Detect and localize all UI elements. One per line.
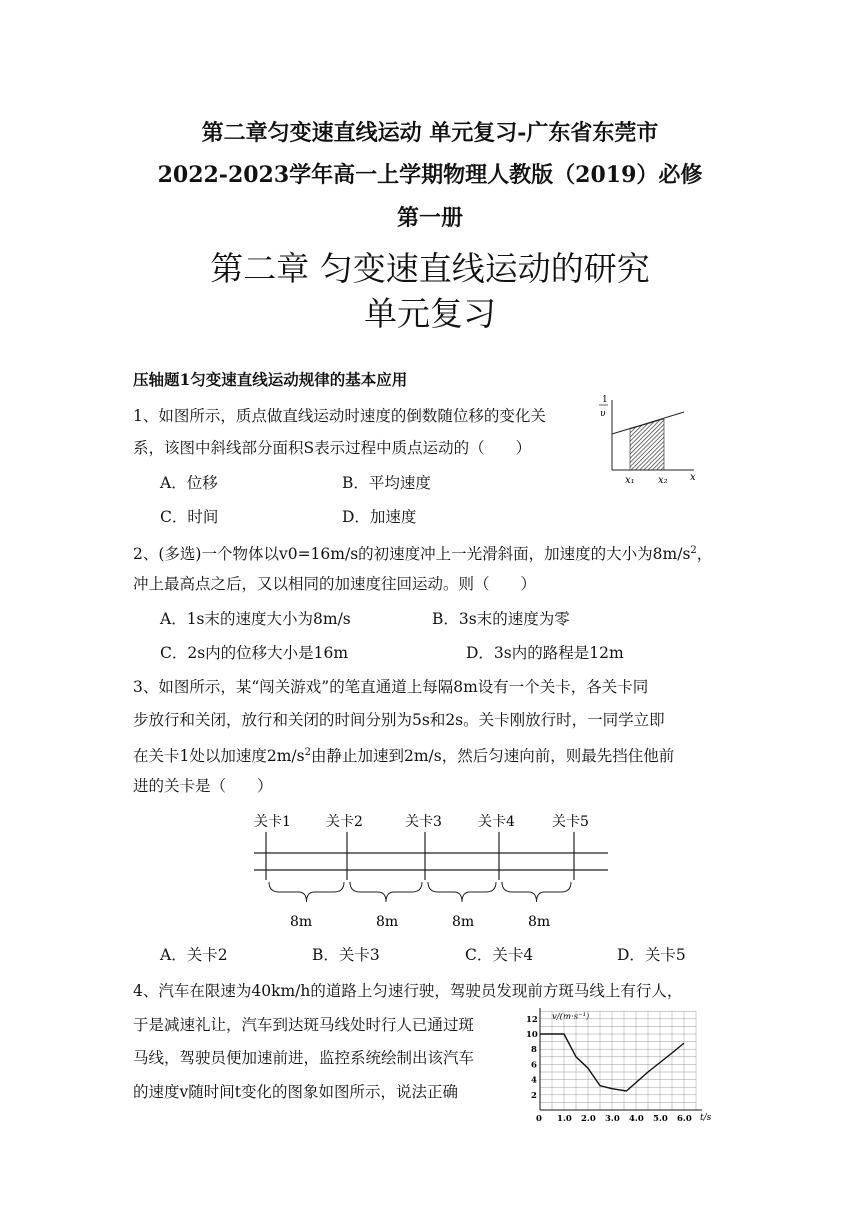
q3-text-line3-a: 在关卡1处以加速度2m/s [133,747,305,766]
q4-x-tick-label: 4.0 [629,1114,644,1124]
q3-option-b: B．关卡3 [312,946,380,964]
q2-text-line1-main: 2、(多选)一个物体以v0=16m/s的初速度冲上一光滑斜面，加速度的大小为8m/s [133,545,691,564]
q3-text-line3-b: 由静止加速到2m/s，然后匀速向前，则最先挡住他前 [310,747,675,766]
q1-figure [594,392,704,490]
q1-option-c: C．时间 [160,508,219,526]
q4-y-tick-label: 10 [526,1030,538,1040]
q4-y-tick-label: 2 [531,1090,537,1101]
q4-x-tick-label: 2.0 [581,1114,596,1124]
q4-velocity-chart [522,1008,718,1126]
doc-title-line3: 第一册 [396,205,463,231]
q4-x-tick-label: 3.0 [605,1114,620,1124]
doc-title-line2: 2022-2023学年高一上学期物理人教版（2019）必修 [157,162,703,188]
q3-text-line2: 步放行和关闭，放行和关闭的时间分别为5s和2s。关卡刚放行时，一同学立即 [133,711,665,729]
q4-x-tick-label: 5.0 [653,1114,668,1124]
q4-y-tick-label: 8 [531,1045,537,1056]
q3-gate-label-3: 关卡3 [405,814,442,830]
q4-x-axis-label: t/s [700,1113,712,1123]
q1-option-b: B．平均速度 [342,474,431,492]
q4-y-tick-label: 6 [531,1060,537,1071]
q4-x-tick-label: 1.0 [557,1114,572,1124]
q3-brace-2 [350,882,422,902]
q3-gate-label-5: 关卡5 [552,814,589,830]
q1-y-label-den: υ [600,409,606,419]
q1-option-d: D．加速度 [342,508,417,526]
q4-x-tick-label: 0 [536,1114,542,1124]
q4-y-tick-label: 4 [531,1075,537,1086]
q1-y-label-num: 1 [602,395,608,405]
q4-text-line1: 4、汽车在限速为40km/h的道路上匀速行驶，驾驶员发现前方斑马线上有行人， [133,982,683,1000]
q3-text-line4: 进的关卡是（ ） [133,777,273,795]
q1-label-x: x [690,472,696,483]
q3-brace-1 [269,882,344,902]
q2-option-d: D．3s内的路程是12m [466,644,624,662]
q2-text-line2: 冲上最高点之后，又以相同的加速度往回运动。则（ ） [133,575,537,593]
q3-brace-3 [428,882,496,902]
q3-option-c: C．关卡4 [465,946,534,964]
q3-option-d: D．关卡5 [617,946,686,964]
q1-text-line1: 1、如图所示，质点做直线运动时速度的倒数随位移的变化关 [133,407,546,425]
q3-gate-label-4: 关卡4 [478,814,515,830]
q3-distance-2: 8m [376,914,399,930]
q2-sup: 2 [690,545,697,556]
doc-title-line1: 第二章匀变速直线运动 单元复习-广东省东莞市 [201,120,659,146]
q4-text-line2: 于是减速礼让，汽车到达斑马线处时行人已通过斑 [133,1016,475,1034]
q3-distance-1: 8m [290,914,313,930]
section-heading: 压轴题1匀变速直线运动规律的基本应用 [133,370,408,389]
q2-text-line1 [133,541,712,564]
q3-gate-label-2: 关卡2 [326,814,363,830]
q4-grid [540,1011,696,1110]
q2-option-a: A．1s末的速度大小为8m/s [160,610,351,628]
q3-text-line3 [133,743,674,766]
q1-option-a: A．位移 [160,474,218,492]
q3-brace-4 [502,882,571,902]
q2-option-c: C．2s内的位移大小是16m [160,644,349,662]
q3-option-a: A．关卡2 [160,946,228,964]
q3-distance-3: 8m [452,914,475,930]
q4-text-line4: 的速度v随时间t变化的图象如图所示，说法正确 [133,1083,458,1101]
q3-distance-4: 8m [528,914,551,930]
chapter-subtitle: 单元复习 [364,294,496,333]
q4-y-tick-label: 12 [526,1014,538,1025]
q3-text-line1: 3、如图所示，某“闯关游戏”的笔直通道上每隔8m设有一个关卡，各关卡同 [133,678,649,696]
q4-text-line3: 马线，驾驶员便加速前进，监控系统绘制出该汽车 [133,1049,475,1067]
q4-y-axis-label: v/(m·s⁻¹) [552,1012,590,1022]
chapter-title: 第二章 匀变速直线运动的研究 [210,249,650,288]
q3-gate-label-1: 关卡1 [254,814,291,830]
q2-text-line1-end: ， [696,545,713,564]
q2-option-b: B．3s末的速度为零 [432,610,570,628]
q1-text-line2: 系，该图中斜线部分面积S表示过程中质点运动的（ ） [133,439,532,457]
q4-x-tick-label: 6.0 [677,1114,692,1124]
q3-figure [246,806,616,936]
q1-label-x1: x₁ [625,475,635,486]
q3-sup: 2 [304,747,311,758]
q1-label-x2: x₂ [658,475,668,486]
